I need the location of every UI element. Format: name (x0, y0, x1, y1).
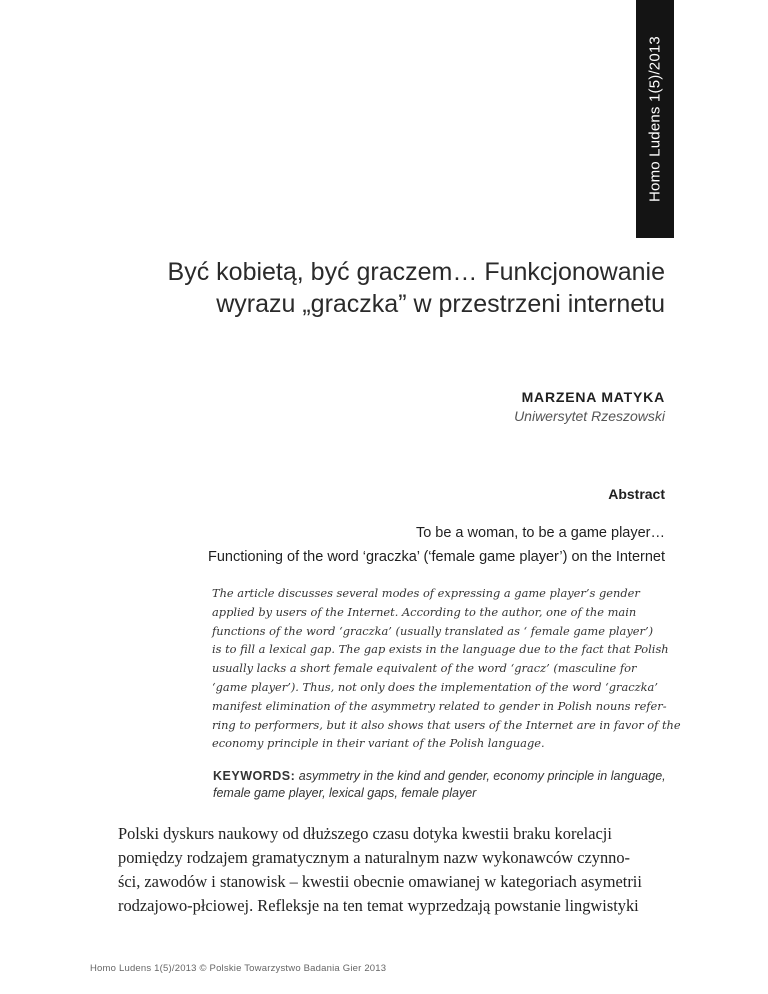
title-line: wyrazu „graczka” w przestrzeni internetu (216, 290, 665, 318)
abstract-line: ‘game player’). Thus, not only does the implementation of the word ‘graczka’ (212, 679, 658, 694)
abstract-subtitle-line: Functioning of the word ‘graczka’ (‘female game player’) on the Internet (208, 549, 665, 565)
journal-issue-label: Homo Ludens 1(5)/2013 (646, 36, 664, 202)
abstract-line: applied by users of the Internet. According to the author, one of the main (212, 604, 637, 619)
abstract-subtitle (145, 521, 665, 569)
abstract-heading: Abstract (608, 486, 665, 502)
main-text-line: rodzajowo-płciowej. Refleksje na ten temat wyprzedzają powstanie lingwistyki (118, 896, 639, 915)
keywords-block (213, 768, 683, 802)
author-name: MARZENA MATYKA (521, 389, 665, 405)
abstract-line: The article discusses several modes of expressing a game player’s gender (212, 586, 640, 600)
keywords-label: KEYWORDS: (213, 769, 296, 783)
abstract-line: manifest elimination of the asymmetry related to gender in Polish nouns refer- (212, 698, 667, 713)
main-text-line: Polski dyskurs naukowy od dłuższego czasu dotyka kwestii braku korelacji (118, 824, 612, 843)
article-title (65, 256, 665, 320)
abstract-line: economy principle in their variant of the Polish language. (212, 736, 545, 751)
abstract-subtitle-line: To be a woman, to be a game player… (415, 525, 665, 541)
main-text-line: pomiędzy rodzajem gramatycznym a naturalnym nazw wykonawców czynno- (118, 848, 631, 867)
abstract-body (212, 584, 681, 753)
keywords-text: asymmetry in the kind and gender, economy principle in language, female game player, lexical gaps, female player (213, 769, 666, 800)
main-text (118, 822, 678, 918)
abstract-line: is to fill a lexical gap. The gap exists in the language due to the fact that Polish (212, 642, 669, 657)
title-line: Być kobietą, być graczem… Funkcjonowanie (167, 258, 665, 286)
author-affiliation: Uniwersytet Rzeszowski (514, 408, 665, 424)
abstract-line: functions of the word ‘graczka’ (usually translated as ‘ female game player’) (212, 623, 654, 638)
main-text-line: ści, zawodów i stanowisk – kwestii obecnie omawianej w kategoriach asymetrii (118, 872, 642, 891)
abstract-line: usually lacks a short female equivalent of the word ‘gracz’ (masculine for (212, 661, 637, 676)
abstract-line: ring to performers, but it also shows that users of the Internet are in favor of the (212, 717, 681, 732)
journal-side-tab (636, 0, 674, 238)
page-footer: Homo Ludens 1(5)/2013 © Polskie Towarzystwo Badania Gier 2013 (90, 963, 387, 974)
